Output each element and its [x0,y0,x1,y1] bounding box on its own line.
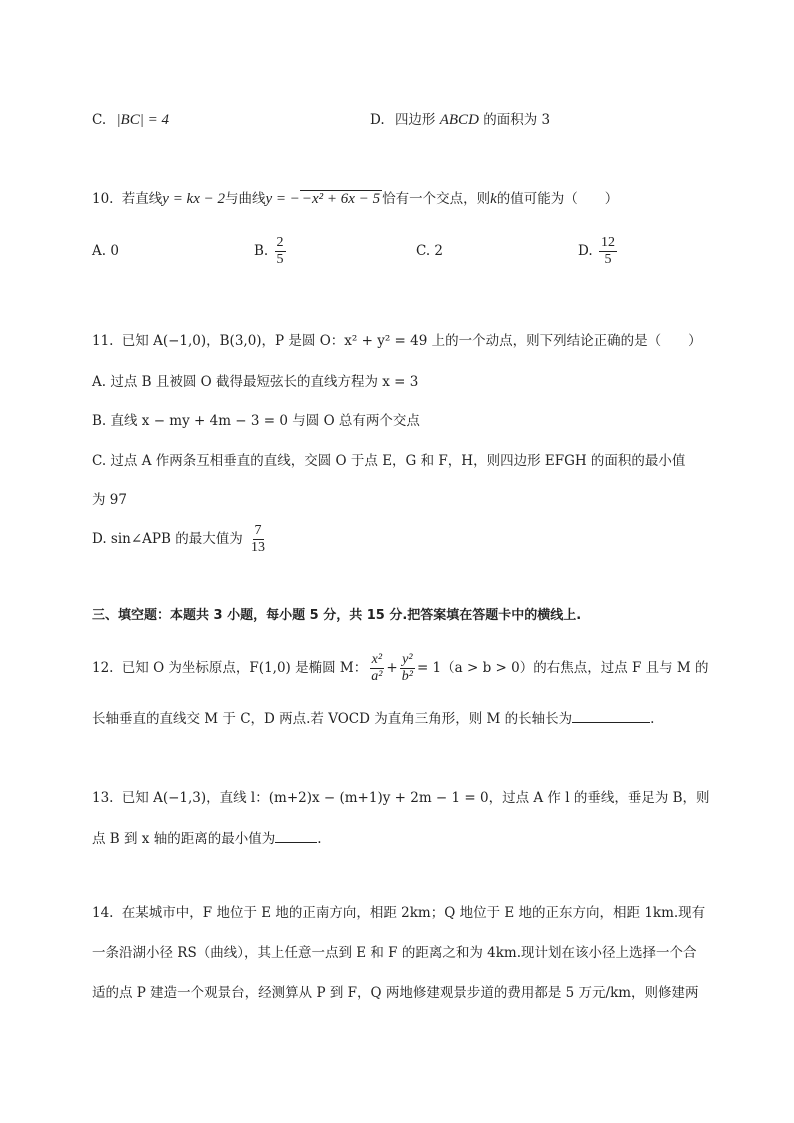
q12-fraction-x [369,652,384,685]
q9-option-c [92,110,169,130]
q13-number: 13. [92,790,114,806]
q10-option-b-label: B. [254,243,269,259]
q10-line-expr: y = kx − 2 [162,191,225,207]
q10-option-d-label: D. [578,243,593,259]
q10-curve-sqrt: −x² + 6x − 5 [301,191,381,207]
q9-option-d-text1: 四边形 [394,112,436,128]
q10-k: k [490,191,497,207]
q10-option-b-fraction [275,235,286,268]
q10-text2: 与曲线 [225,191,266,207]
q9-option-d-expr: ABCD [439,112,479,128]
q14-number: 14. [92,905,114,921]
q14-line1-text: 在某城市中，F 地位于 E 地的正南方向，相距 2km；Q 地位于 E 地的正东方向，相距 1km.现有 [121,905,706,921]
q10-number: 10. [92,191,114,207]
q11-option-b: B. 直线 x − my + 4m − 3 = 0 与圆 O 总有两个交点 [92,413,420,429]
q12-a2: a² [371,669,383,684]
q10-text1: 若直线 [121,191,163,207]
q10-text4: 的值可能为（ ） [496,191,619,207]
q10-option-d [578,232,619,270]
q14-line2: 一条沿湖小径 RS（曲线），其上任意一点到 E 和 F 的距离之和为 4km.现计划在该小径上选择一个合 [92,945,697,961]
q11-option-d [92,520,269,558]
q10-option-d-den: 5 [604,252,612,267]
q11-option-d-label: D. sin∠APB 的最大值为 [92,531,243,547]
q12-answer-blank[interactable] [572,708,650,723]
q10-option-b [254,232,288,270]
q12-b2: b² [401,669,413,684]
q9-option-c-label: C. [92,112,107,128]
q13-line2 [92,828,322,849]
q11-option-d-fraction [249,523,267,556]
q12-plus: + [386,660,398,676]
q12-text1: 已知 O 为坐标原点，F(1,0) 是椭圆 M： [121,660,368,676]
q12-number: 12. [92,660,114,676]
q11-option-d-den: 13 [251,540,266,555]
q11-number: 11. [92,333,114,349]
q9-option-c-expr: |BC| = 4 [116,112,169,128]
q12-fraction-y [400,652,415,685]
q14-line1 [92,903,705,923]
q10-option-d-fraction [599,235,617,268]
q13-answer-blank[interactable] [275,828,317,843]
q13-line2-text: 点 B 到 x 轴的距离的最小值为 [92,831,276,847]
q12-x2: x² [371,652,383,667]
q9-option-d-label: D. [370,112,385,128]
q13-line1 [92,788,710,808]
q10-option-d-num: 12 [600,235,615,250]
q12-y2: y² [402,652,413,667]
q14-line3: 适的点 P 建造一个观景台，经测算从 P 到 F，Q 两地修建观景步道的费用都是 5 万元/km，则修建两 [92,985,699,1001]
q12-line2-text: 长轴垂直的直线交 M 于 C，D 两点.若 VOCD 为直角三角形，则 M 的长轴长为 [92,711,573,727]
q10-text3: 恰有一个交点，则 [382,191,491,207]
q11-stem-text: 已知 A(−1,0)，B(3,0)，P 是圆 O：x² + y² = 49 上的一个动点，则下列结论正确的是（ ） [121,333,702,349]
q10-option-c: C. 2 [416,243,444,259]
q10-option-b-den: 5 [276,252,284,267]
q12-line1 [92,648,709,688]
q12-line2 [92,708,654,729]
q9-option-d [370,110,550,130]
q13-line2-end: . [317,831,322,847]
q12-line2-end: . [650,711,655,727]
q10-option-a: A. 0 [92,243,119,259]
q13-line1-text: 已知 A(−1,3)，直线 l：(m+2)x − (m+1)y + 2m − 1 = 0，过点 A 作 l 的垂线，垂足为 B，则 [121,790,710,806]
section-3-heading: 三、填空题：本题共 3 小题，每小题 5 分，共 15 分.把答案填在答题卡中的横线上. [92,608,582,623]
q11-option-d-num: 7 [254,523,262,538]
q10-stem [92,189,618,209]
q11-stem [92,331,702,351]
q11-option-c-line2: 为 97 [92,492,127,508]
q11-option-c-line1: C. 过点 A 作两条互相垂直的直线，交圆 O 于点 E，G 和 F，H，则四边形 EFGH 的面积的最小值 [92,453,686,469]
q11-option-a: A. 过点 B 且被圆 O 截得最短弦长的直线方程为 x = 3 [92,374,419,390]
q12-text2: = 1（a > b > 0）的右焦点，过点 F 且与 M 的 [416,660,709,676]
q10-option-b-num: 2 [276,235,284,250]
q10-curve-left: y = − [265,191,300,207]
q9-option-d-text2: 的面积为 3 [483,112,551,128]
